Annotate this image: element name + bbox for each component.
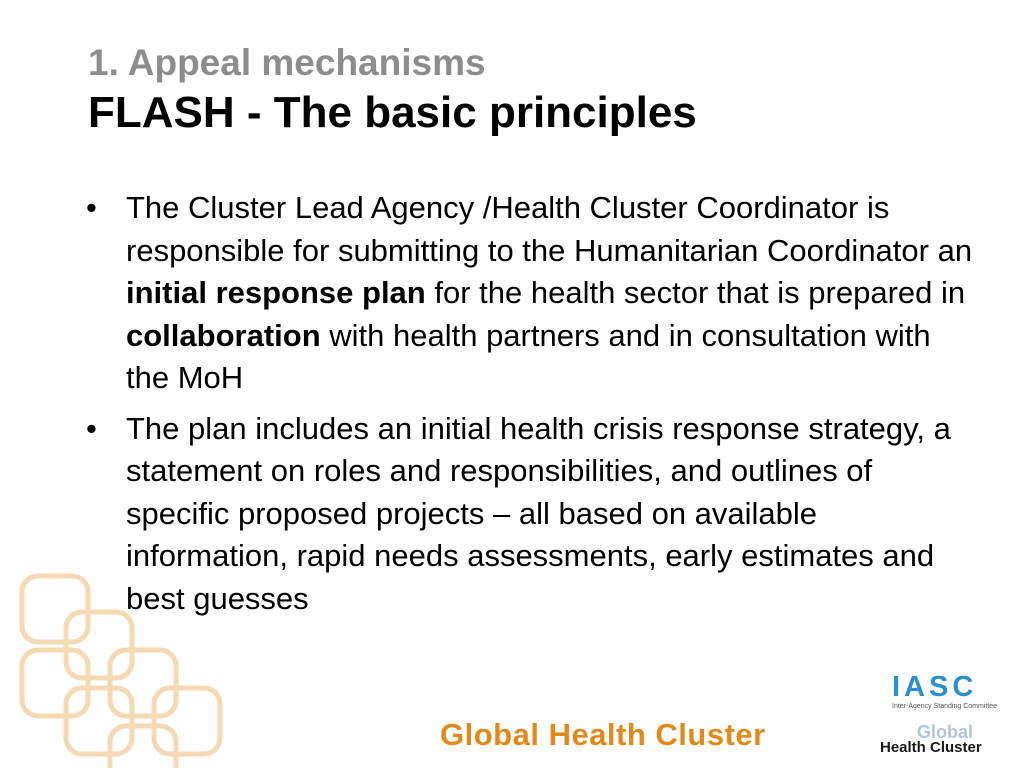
bullet-glyph: • (86, 190, 97, 225)
slide-subtitle: 1. Appeal mechanisms (88, 42, 486, 83)
title-block (88, 40, 988, 140)
global-health-cluster-logo: Global Health Cluster (440, 717, 766, 752)
bullet-item-2 (80, 408, 980, 621)
iasc-logo-text: IASC (892, 671, 978, 703)
bullet-glyph: • (86, 410, 97, 446)
bullet-item-1 (80, 187, 980, 400)
iasc-logo-subtitle: Inter-Agency Standing Committee (892, 703, 998, 710)
bullet-1-segment: with health partners and in consultation with the MoH (126, 317, 931, 395)
bullet-1-segment: for the health sector that is prepared in (425, 275, 966, 310)
bullet-list (80, 187, 980, 628)
slide-title: FLASH - The basic principles (88, 88, 697, 137)
bullet-1-emphasis: collaboration (126, 317, 321, 353)
small-logo-global-word: Global (916, 722, 973, 742)
small-health-cluster-logo (880, 724, 1010, 756)
iasc-logo (892, 671, 998, 710)
bullet-2-text: The plan includes an initial health crisis response strategy, a statement on roles and responsibilities, and outlines of specific proposed projects – all based on available information, rapid needs assessments, early estimates and best guesses (126, 410, 951, 616)
bullet-1-text (126, 190, 972, 395)
bullet-1-emphasis: initial response plan (126, 275, 426, 310)
small-logo-health-cluster: Health Cluster (880, 739, 982, 756)
bullet-1-segment: The Cluster Lead Agency /Health Cluster Coordinator is responsible for submitting to the Humanitarian Coordinator an (126, 190, 973, 268)
